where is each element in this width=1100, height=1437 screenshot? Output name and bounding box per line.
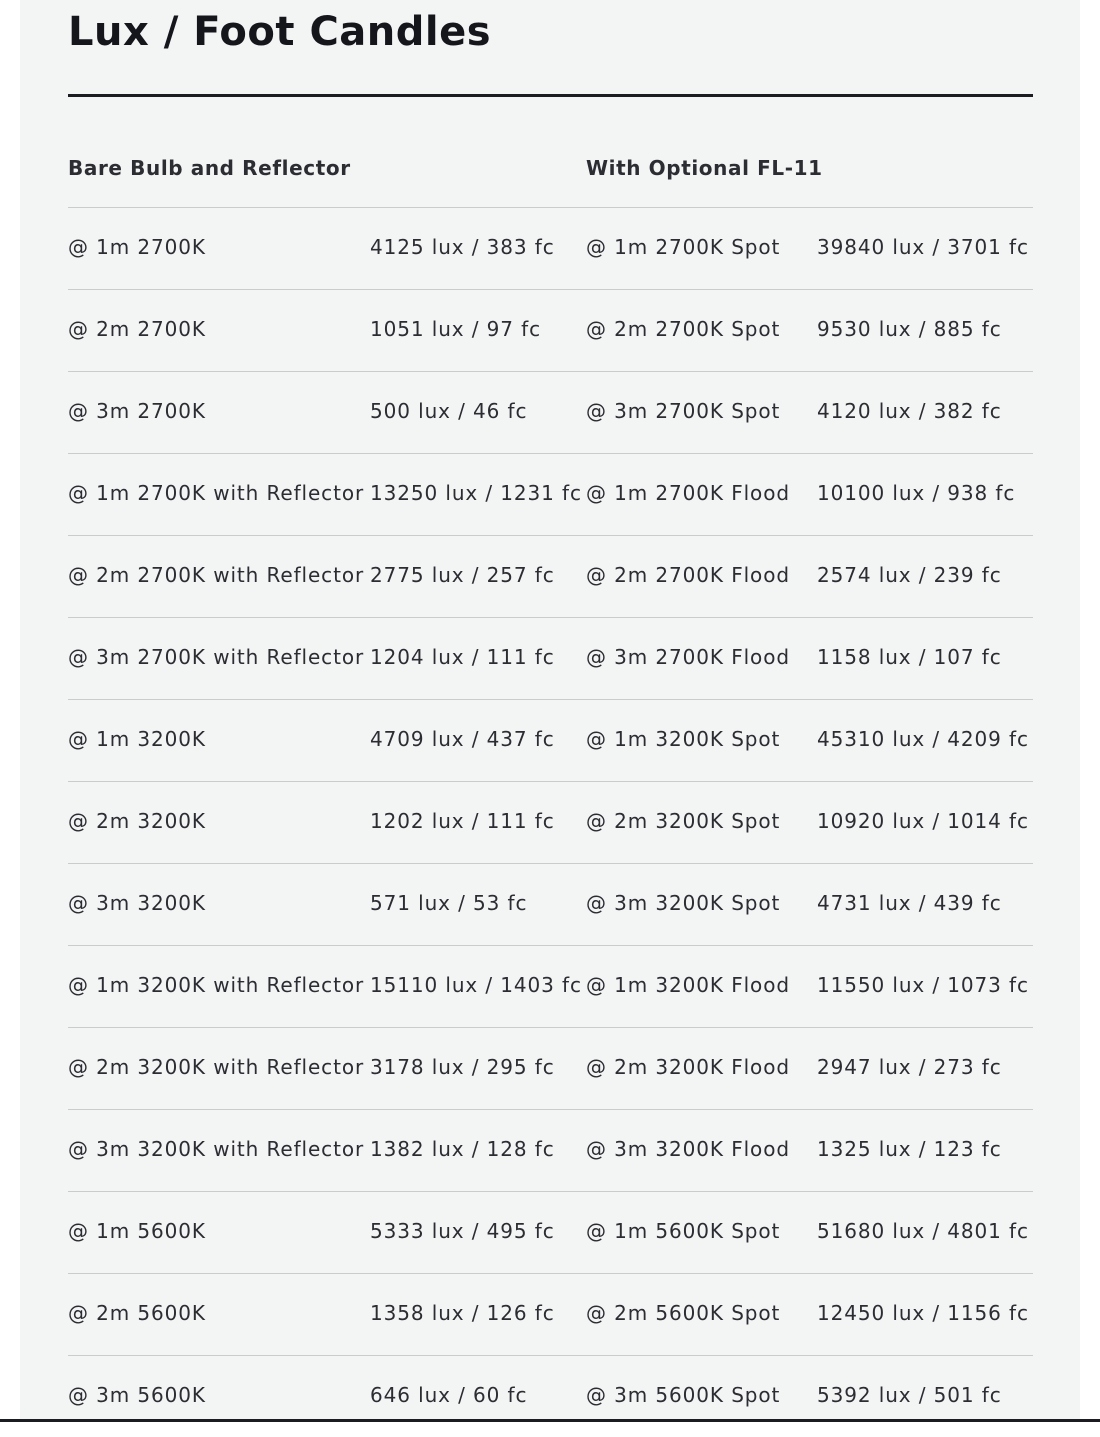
table-row [68, 617, 1033, 699]
row-value-bare: 1382 lux / 128 fc [370, 1137, 555, 1161]
row-value-fl11: 12450 lux / 1156 fc [817, 1301, 1029, 1325]
row-value-bare: 500 lux / 46 fc [370, 399, 528, 423]
row-label-fl11: @ 1m 2700K Flood [586, 481, 790, 505]
table-row [68, 371, 1033, 453]
row-value-fl11: 1325 lux / 123 fc [817, 1137, 1002, 1161]
row-value-fl11: 2574 lux / 239 fc [817, 563, 1002, 587]
row-label-fl11: @ 3m 2700K Spot [586, 399, 781, 423]
row-value-fl11: 9530 lux / 885 fc [817, 317, 1002, 341]
table-row [68, 699, 1033, 781]
row-value-fl11: 1158 lux / 107 fc [817, 645, 1002, 669]
table-row [68, 863, 1033, 945]
row-value-bare: 5333 lux / 495 fc [370, 1219, 555, 1243]
row-label-bare: @ 1m 2700K with Reflector [68, 481, 365, 505]
table-row [68, 1191, 1033, 1273]
row-value-bare: 4709 lux / 437 fc [370, 727, 555, 751]
row-label-fl11: @ 1m 3200K Spot [586, 727, 781, 751]
table-row [68, 207, 1033, 289]
row-label-fl11: @ 3m 3200K Spot [586, 891, 781, 915]
table-row [68, 289, 1033, 371]
table-row [68, 781, 1033, 863]
row-label-bare: @ 1m 5600K [68, 1219, 206, 1243]
row-value-bare: 2775 lux / 257 fc [370, 563, 555, 587]
row-value-fl11: 5392 lux / 501 fc [817, 1383, 1002, 1407]
row-label-bare: @ 1m 3200K [68, 727, 206, 751]
row-label-fl11: @ 2m 2700K Flood [586, 563, 790, 587]
row-label-fl11: @ 3m 2700K Flood [586, 645, 790, 669]
row-label-fl11: @ 3m 3200K Flood [586, 1137, 790, 1161]
row-label-bare: @ 1m 3200K with Reflector [68, 973, 365, 997]
header-optional-fl11: With Optional FL-11 [586, 156, 823, 180]
row-value-bare: 646 lux / 60 fc [370, 1383, 528, 1407]
header-bare-bulb: Bare Bulb and Reflector [68, 156, 351, 180]
row-value-bare: 15110 lux / 1403 fc [370, 973, 582, 997]
row-value-fl11: 10920 lux / 1014 fc [817, 809, 1029, 833]
row-label-bare: @ 2m 2700K [68, 317, 206, 341]
row-value-fl11: 2947 lux / 273 fc [817, 1055, 1002, 1079]
row-label-bare: @ 2m 3200K with Reflector [68, 1055, 365, 1079]
row-value-fl11: 11550 lux / 1073 fc [817, 973, 1029, 997]
row-label-bare: @ 3m 3200K with Reflector [68, 1137, 365, 1161]
table-row [68, 1355, 1033, 1437]
row-label-fl11: @ 3m 5600K Spot [586, 1383, 781, 1407]
row-label-bare: @ 3m 2700K with Reflector [68, 645, 365, 669]
row-label-bare: @ 3m 3200K [68, 891, 206, 915]
row-value-bare: 3178 lux / 295 fc [370, 1055, 555, 1079]
row-label-bare: @ 3m 5600K [68, 1383, 206, 1407]
row-value-fl11: 10100 lux / 938 fc [817, 481, 1016, 505]
title-divider [68, 94, 1033, 97]
row-label-bare: @ 3m 2700K [68, 399, 206, 423]
row-value-fl11: 4120 lux / 382 fc [817, 399, 1002, 423]
row-value-fl11: 45310 lux / 4209 fc [817, 727, 1029, 751]
row-value-bare: 1358 lux / 126 fc [370, 1301, 555, 1325]
table-row [68, 1109, 1033, 1191]
row-value-bare: 1202 lux / 111 fc [370, 809, 555, 833]
row-value-bare: 4125 lux / 383 fc [370, 235, 555, 259]
row-value-fl11: 4731 lux / 439 fc [817, 891, 1002, 915]
row-label-fl11: @ 2m 3200K Spot [586, 809, 781, 833]
row-value-bare: 571 lux / 53 fc [370, 891, 528, 915]
table-header [68, 152, 1033, 188]
row-label-fl11: @ 2m 2700K Spot [586, 317, 781, 341]
row-label-fl11: @ 1m 5600K Spot [586, 1219, 781, 1243]
row-label-fl11: @ 1m 3200K Flood [586, 973, 790, 997]
table-row [68, 453, 1033, 535]
spec-page [20, 0, 1080, 1422]
table-row [68, 945, 1033, 1027]
row-label-bare: @ 2m 3200K [68, 809, 206, 833]
row-label-bare: @ 2m 5600K [68, 1301, 206, 1325]
table-row [68, 535, 1033, 617]
table-row [68, 1273, 1033, 1355]
page-title: Lux / Foot Candles [68, 9, 492, 55]
row-value-bare: 1204 lux / 111 fc [370, 645, 555, 669]
row-value-bare: 13250 lux / 1231 fc [370, 481, 582, 505]
row-label-fl11: @ 2m 3200K Flood [586, 1055, 790, 1079]
lux-table [68, 207, 1033, 1437]
table-row [68, 1027, 1033, 1109]
row-value-bare: 1051 lux / 97 fc [370, 317, 542, 341]
row-label-fl11: @ 2m 5600K Spot [586, 1301, 781, 1325]
row-value-fl11: 39840 lux / 3701 fc [817, 235, 1029, 259]
row-label-bare: @ 2m 2700K with Reflector [68, 563, 365, 587]
row-value-fl11: 51680 lux / 4801 fc [817, 1219, 1029, 1243]
row-label-fl11: @ 1m 2700K Spot [586, 235, 781, 259]
row-label-bare: @ 1m 2700K [68, 235, 206, 259]
